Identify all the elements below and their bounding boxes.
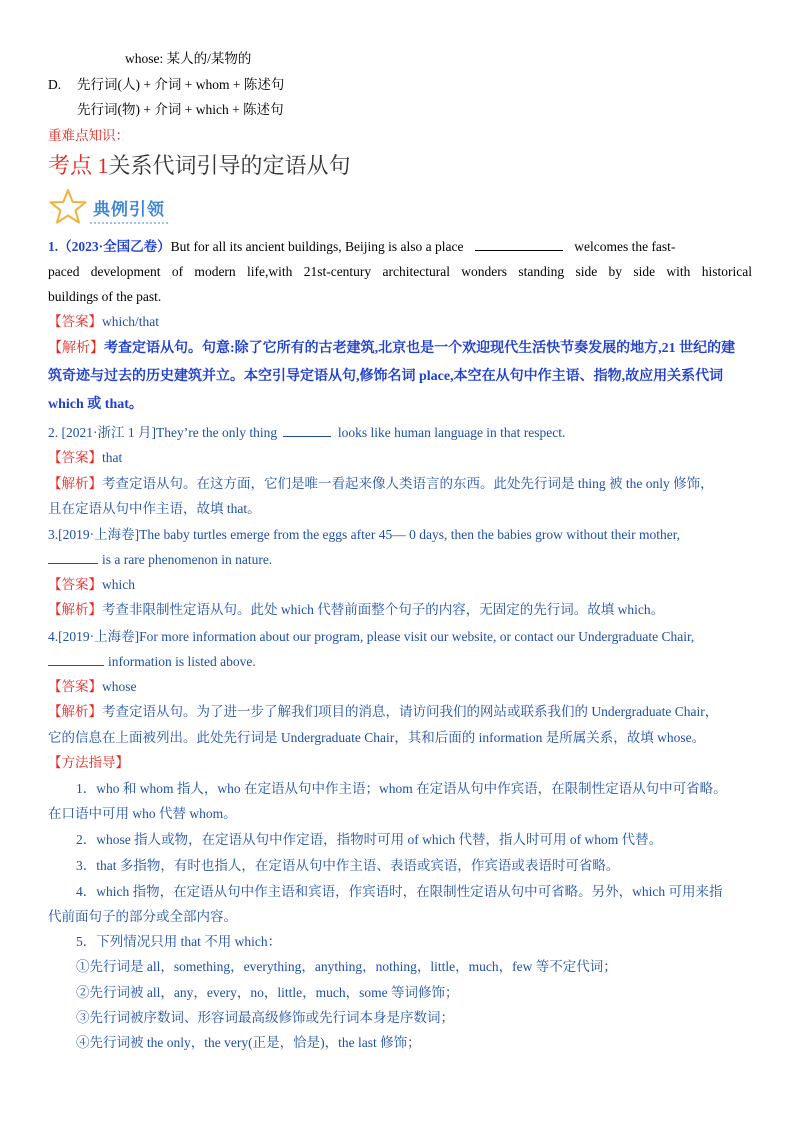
q2-answer-value: that [102,450,123,465]
q2-answer-blank [283,424,331,437]
q1-stem-line1 [48,238,752,256]
q1-analysis-line3: which 或 that。 [48,397,143,412]
q3-stem-line1: 3.[2019·上海卷]The baby turtles emerge from the eggs after 45— 0 days, then the babies grow without their mother, [48,527,681,542]
banner-underline [90,219,168,224]
q2-analysis-tag: 【解析】 [48,476,102,491]
q4-answer-tag: 【答案】 [48,679,102,694]
q1-analysis-line2: 筑奇迹与过去的历史建筑并立。本空引导定语从句,修饰名词 place,本空在从句中作主语、指物,故应用关系代词 [48,369,724,384]
q1-prefix: 1.（2023·全国乙卷） [48,239,171,254]
q4-analysis-tag: 【解析】 [48,704,102,719]
method-point-1-line1: 1．who 和 whom 指人，who 在定语从句中作主语；whom 在定语从句中作宾语，在限制性定语从句中可省略。 [76,781,727,796]
method-point-1-line2: 在口语中可用 who 代替 whom。 [48,806,237,821]
section-heading [48,152,351,180]
q3-answer [48,576,135,594]
q4-stem-line2: information is listed above. [48,653,256,671]
q4-answer-blank [48,653,104,666]
whose-definition: whose: 某人的/某物的 [125,51,252,66]
q1-analysis-tag: 【解析】 [48,341,104,356]
q1-stem-b: welcomes the fast- [574,239,676,254]
q4-stem-line1: 4.[2019·上海卷]For more information about our program, please visit our website, or contact our Undergraduate Chair, [48,629,695,644]
q4-answer [48,678,137,696]
item-d-line2: 先行词(物) + 介词 + which + 陈述句 [77,102,284,117]
q3-answer-tag: 【答案】 [48,577,102,592]
q2-prefix: 2. [2021·浙江 1 月] [48,425,156,440]
q2-answer-tag: 【答案】 [48,450,102,465]
method-point-4-line2: 代前面句子的部分或全部内容。 [48,909,237,924]
q3-analysis-line1: 【解析】考查非限制性定语从句。此处 which 代替前面整个句子的内容，无固定的先行词。故填 which。 [48,602,665,617]
q1-analysis-line1: 【解析】考查定语从句。句意:除了它所有的古老建筑,北京也是一个欢迎现代生活快节奏发展的地方,21 世纪的建 [48,341,736,356]
q1-stem-a: But for all its ancient buildings, Beijing is also a place [170,239,464,254]
method-point-3: 3．that 多指物，有时也指人，在定语从句中作主语、表语或宾语，作宾语或表语时可省略。 [76,858,620,873]
q2-answer [48,449,122,467]
item-d-letter: D. [48,77,62,92]
q3-stem-line2: is a rare phenomenon in nature. [48,551,272,569]
section-title: 关系代词引导的定语从句 [108,153,351,178]
example-banner-label: 典例引领 [93,200,165,220]
q1-answer-blank [475,238,563,251]
star-outline-icon [48,188,88,226]
q1-stem-line3: buildings of the past. [48,289,162,304]
key-points-label: 重难点知识： [48,128,129,143]
q2-stem [48,424,565,442]
q4-prefix: 4.[2019·上海卷] [48,629,140,644]
item-d-line1: 先行词(人) + 介词 + whom + 陈述句 [77,77,285,92]
method-case-1: ①先行词是 all，something，everything，anything，nothing，little，much，few 等不定代词； [76,959,617,974]
method-point-4-line1: 4．which 指物，在定语从句中作主语和宾语，作宾语时，在限制性定语从句中可省略。另外，which 可用来指 [76,884,723,899]
section-number: 考点 1 [48,153,109,178]
method-case-4: ④先行词被 the only，the very(正是，恰是)，the last 修饰； [76,1035,421,1050]
q3-answer-blank [48,551,98,564]
q4-analysis-line2: 它的信息在上面被列出。此处先行词是 Undergraduate Chair，其和后面的 information 是所属关系，故填 whose。 [48,730,706,745]
q3-answer-value: which [102,577,135,592]
q1-answer [48,313,159,331]
method-case-3: ③先行词被序数词、形容词最高级修饰或先行词本身是序数词； [76,1010,454,1025]
method-point-5: 5．下列情况只用 that 不用 which： [76,934,282,949]
q2-analysis-line1: 【解析】考查定语从句。在这方面，它们是唯一看起来像人类语言的东西。此处先行词是 thing 被 the only 修饰， [48,476,714,491]
q3-analysis-tag: 【解析】 [48,602,102,617]
q3-prefix: 3.[2019·上海卷] [48,527,140,542]
q1-stem-line2: paced development of modern life,with 21st-century architectural wonders standing side by side with historical [48,264,752,279]
q2-stem-b: looks like human language in that respect. [337,425,566,440]
q2-analysis-line2: 且在定语从句中作主语，故填 that。 [48,501,261,516]
method-point-2: 2．whose 指人或物，在定语从句中作定语，指物时可用 of which 代替，指人时可用 of whom 代替。 [76,832,663,847]
q4-analysis-line1: 【解析】考查定语从句。为了进一步了解我们项目的消息，请访问我们的网站或联系我们的 Undergraduate Chair， [48,704,719,719]
q1-answer-value: which/that [102,314,159,329]
q4-answer-value: whose [102,679,137,694]
method-guidance-tag: 【方法指导】 [48,755,129,770]
method-case-2: ②先行词被 all，any，every，no，little，much，some 等词修饰； [76,985,459,1000]
q1-answer-tag: 【答案】 [48,314,102,329]
q2-stem-a: They’re the only thing [156,425,278,440]
